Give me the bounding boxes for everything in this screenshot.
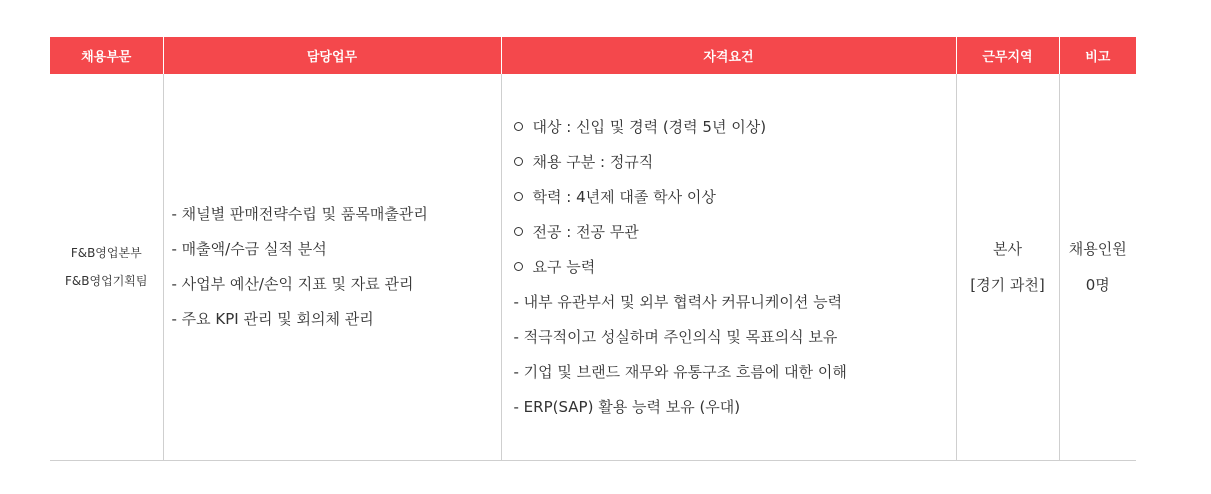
qualifications-cell [501, 74, 956, 461]
circle-bullet-icon [514, 192, 523, 201]
duty-item: - 사업부 예산/손익 지표 및 자료 관리 [171, 275, 414, 293]
department-cell [50, 74, 163, 461]
required-skill-item: - ERP(SAP) 활용 능력 보유 (우대) [513, 397, 741, 416]
note-cell [1059, 74, 1136, 461]
required-skill-item: - 적극적이고 성실하며 주인의식 및 목표의식 보유 [513, 327, 838, 346]
qualification-item: 채용 구분 : 정규직 [514, 145, 956, 180]
note-label: 채용인원 [1068, 240, 1127, 258]
circle-bullet-icon [514, 157, 523, 166]
duty-item: - 채널별 판매전략수립 및 품목매출관리 [171, 205, 428, 223]
qualification-item: 학력 : 4년제 대졸 학사 이상 [514, 180, 956, 215]
required-skill-item: - 내부 유관부서 및 외부 협력사 커뮤니케이션 능력 [513, 292, 843, 311]
department-team: F&B영업기획팀 [65, 274, 148, 288]
circle-bullet-icon [514, 122, 523, 131]
duty-item: - 주요 KPI 관리 및 회의체 관리 [171, 310, 374, 328]
duties-cell [163, 74, 501, 461]
duty-item: - 매출액/수금 실적 분석 [171, 240, 327, 258]
header-location: 근무지역 [956, 37, 1059, 74]
department-division: F&B영업본부 [70, 246, 142, 260]
required-skill-item: - 기업 및 브랜드 재무와 유통구조 흐름에 대한 이해 [513, 362, 847, 381]
location-office: 본사 [993, 240, 1022, 258]
qualification-item: 전공 : 전공 무관 [514, 215, 956, 250]
header-department: 채용부문 [50, 37, 163, 74]
location-region: [경기 과천] [970, 276, 1045, 294]
location-cell [956, 74, 1059, 461]
header-qualifications: 자격요건 [501, 37, 956, 74]
circle-bullet-icon [514, 262, 523, 271]
table-row [50, 74, 1136, 461]
note-headcount: 0명 [1085, 276, 1110, 294]
recruitment-table [50, 37, 1136, 461]
header-duties: 담당업무 [163, 37, 501, 74]
qualification-item: 요구 능력 [514, 250, 956, 285]
table-header-row [50, 37, 1136, 74]
header-note: 비고 [1059, 37, 1136, 74]
circle-bullet-icon [514, 227, 523, 236]
qualification-item: 대상 : 신입 및 경력 (경력 5년 이상) [514, 110, 956, 145]
